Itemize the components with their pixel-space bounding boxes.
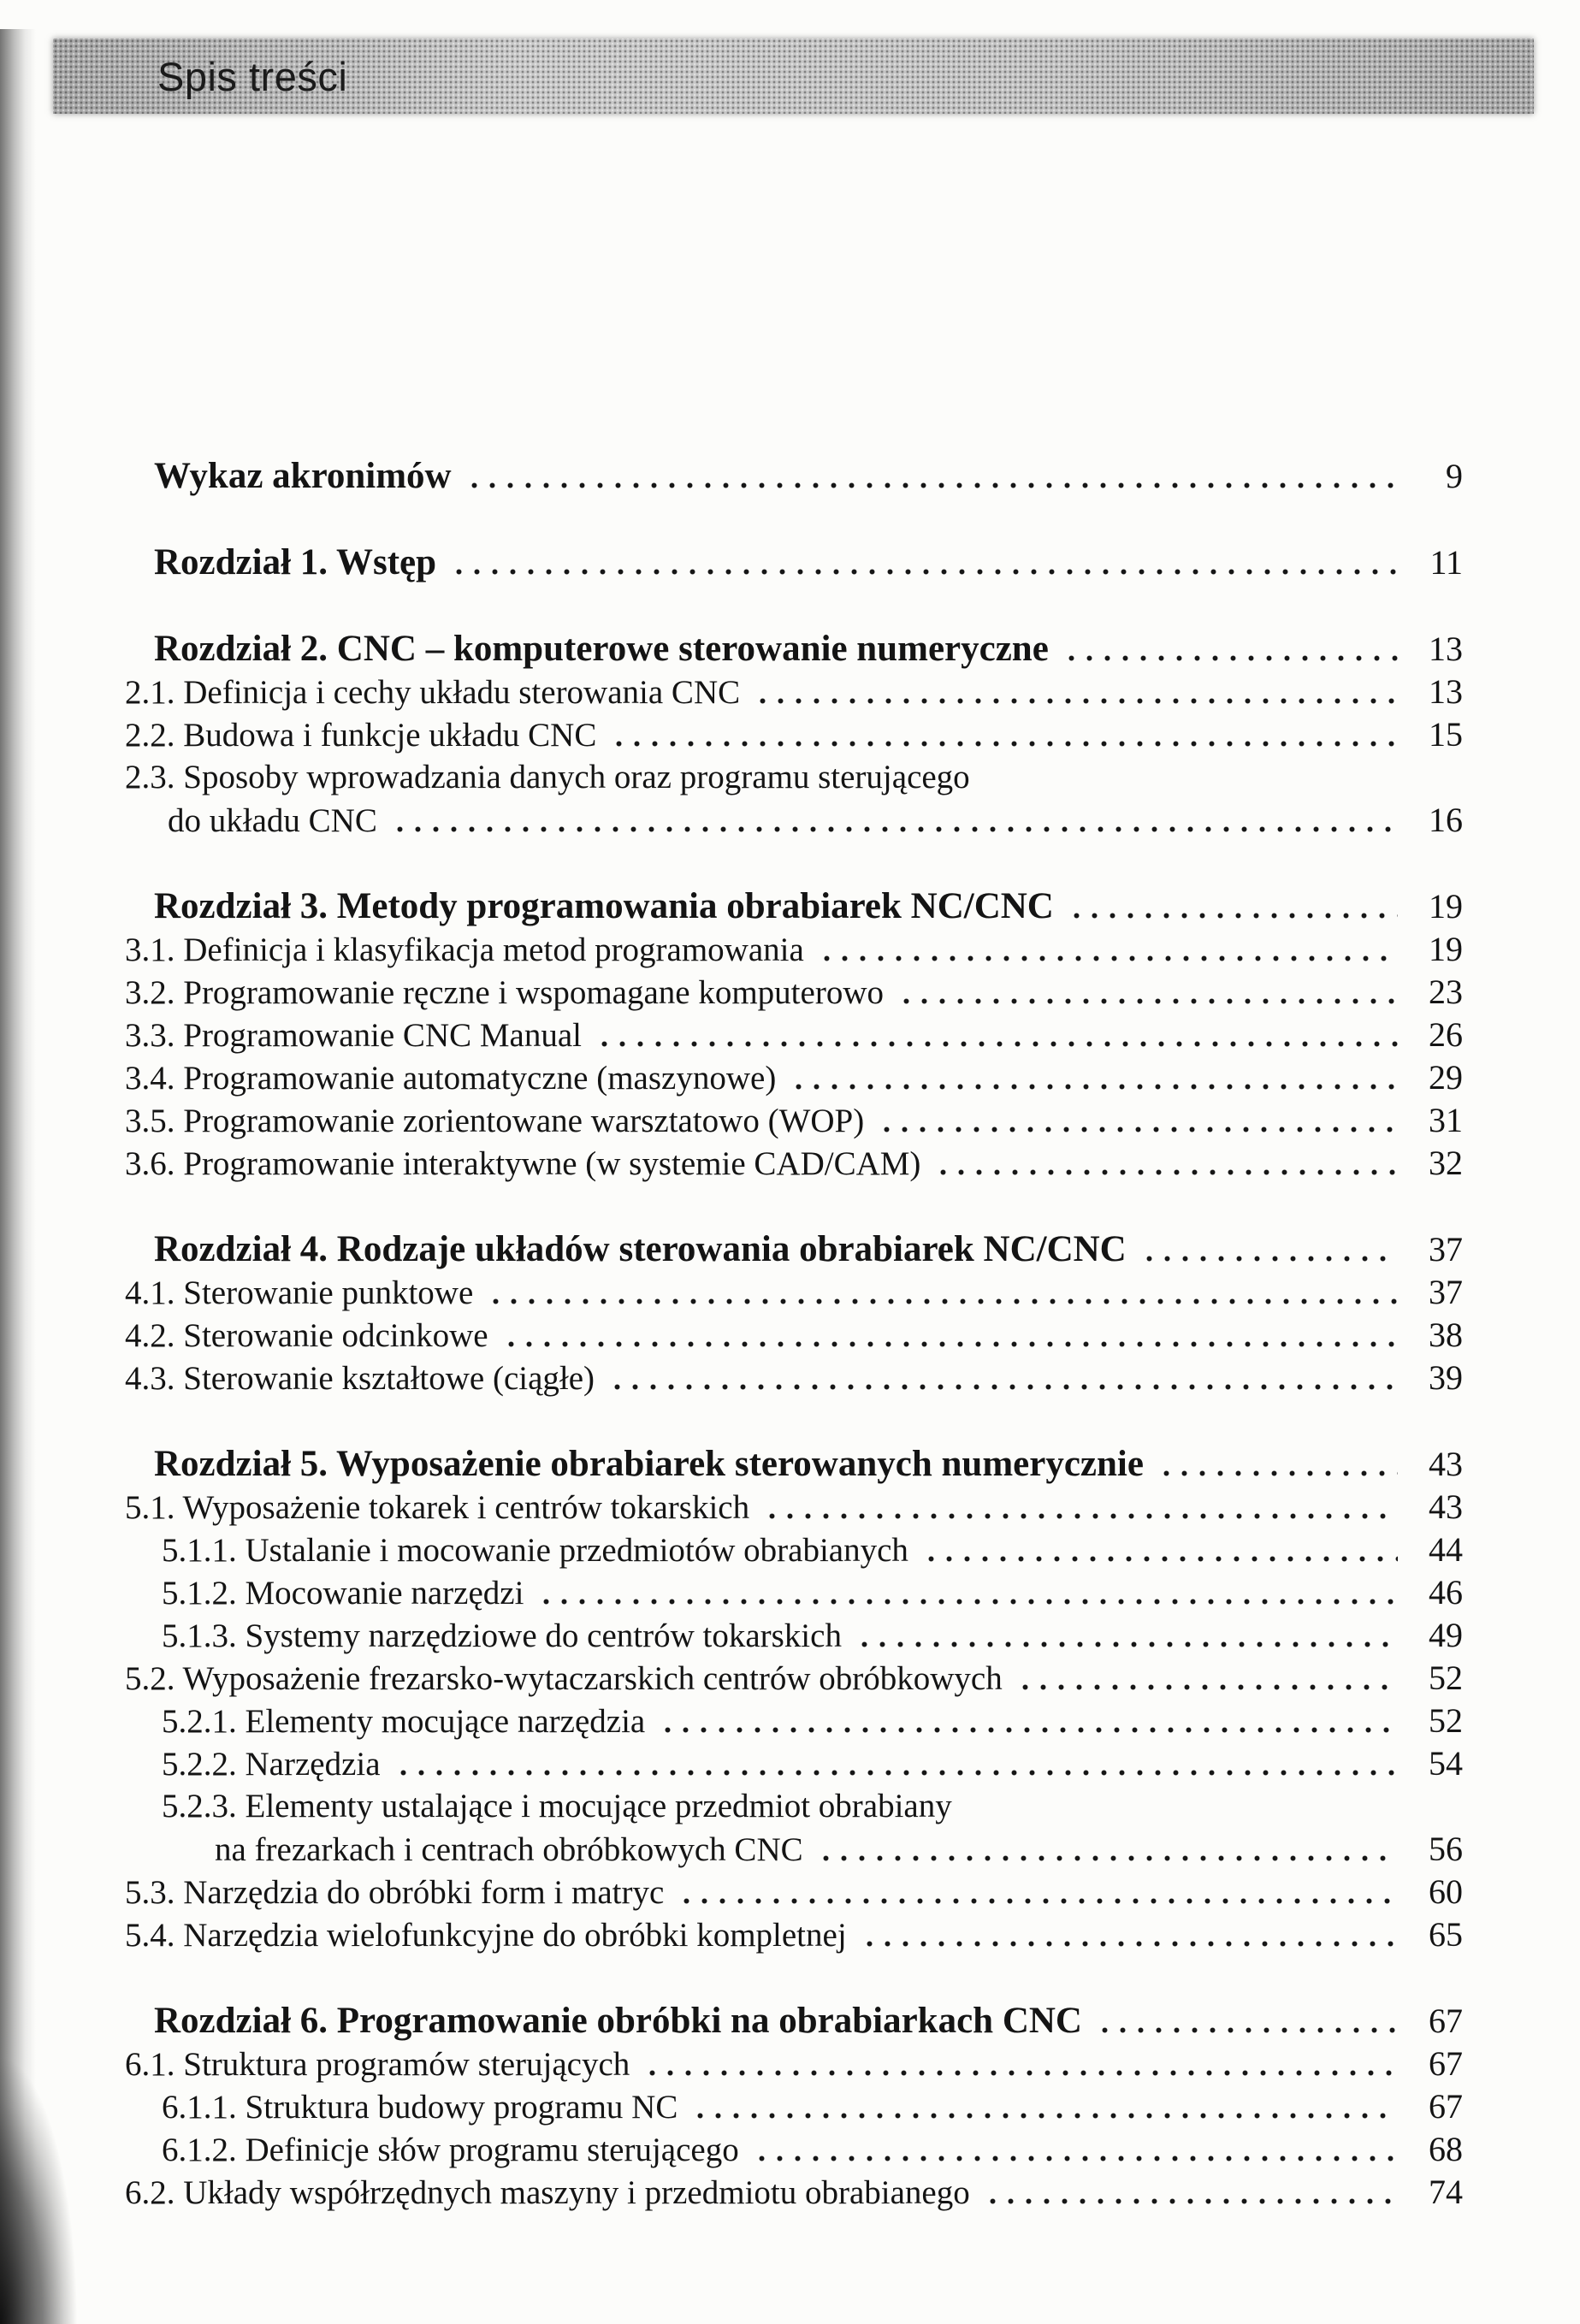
toc-page-number: 60: [1429, 1872, 1463, 1911]
toc-page-number: 46: [1429, 1573, 1463, 1611]
toc-leader-dots: [460, 482, 1398, 488]
toc-page-number: 65: [1429, 1915, 1463, 1954]
toc-entry: [0, 1314, 1463, 1357]
toc-entry: [0, 2171, 1463, 2214]
toc-page-number: 37: [1429, 1230, 1463, 1268]
toc-page-number: 9: [1446, 457, 1463, 495]
toc-entry-label: 5.2.2. Narzędzia: [162, 1746, 381, 1783]
toc-entry-label: Wykaz akronimów: [154, 456, 452, 496]
toc-entry: [0, 799, 1463, 842]
toc-leader-dots: [497, 1341, 1398, 1347]
toc-leader-dots: [748, 2155, 1398, 2161]
toc-entry-label: 5.2. Wyposażenie frezarsko-wytaczarskich centrów obróbkowych: [125, 1660, 1003, 1697]
toc-entry-label: Rozdział 5. Wyposażenie obrabiarek sterowanych numerycznie: [154, 1444, 1144, 1484]
toc-entry: [0, 1228, 1463, 1271]
toc-page-number: 74: [1429, 2173, 1463, 2211]
toc-leader-dots: [532, 1599, 1398, 1605]
toc-page-number: 56: [1429, 1830, 1463, 1868]
toc-leader-dots: [784, 1084, 1398, 1090]
toc-entry-label: 2.2. Budowa i funkcje układu CNC: [125, 717, 597, 754]
toc-page-number: 16: [1429, 801, 1463, 839]
toc-leader-dots: [1062, 913, 1398, 919]
toc-entry: [0, 2085, 1463, 2128]
toc-entry-label: 4.2. Sterowanie odcinkowe: [125, 1317, 488, 1354]
toc-page-number: 26: [1429, 1015, 1463, 1054]
toc-entry: [0, 1357, 1463, 1399]
toc-entry-label: na frezarkach i centrach obróbkowych CNC: [215, 1831, 803, 1868]
toc-page-number: 23: [1429, 973, 1463, 1011]
toc-entry-label: 4.1. Sterowanie punktowe: [125, 1274, 474, 1311]
toc-page-number: 49: [1429, 1616, 1463, 1654]
page-title: Spis treści: [157, 53, 348, 99]
toc-entry: [0, 713, 1463, 756]
toc-entry-label: 6.1. Struktura programów sterujących: [125, 2046, 630, 2083]
toc-page-number: 15: [1429, 715, 1463, 754]
toc-leader-dots: [603, 1384, 1398, 1390]
toc-entry-label: 3.2. Programowanie ręczne i wspomagane komputerowo: [125, 974, 884, 1011]
toc-entry-label: 5.1.1. Ustalanie i mocowanie przedmiotów obrabianych: [162, 1532, 908, 1569]
toc-page-number: 13: [1429, 630, 1463, 668]
toc-entry-label: Rozdział 1. Wstęp: [154, 542, 437, 582]
toc-entry-label: do układu CNC: [168, 802, 377, 839]
toc-entry: [0, 1443, 1463, 1486]
toc-entry: [0, 1271, 1463, 1314]
toc-list: [0, 455, 1463, 2214]
toc-page-number: 19: [1429, 887, 1463, 925]
toc-entry-label: 5.4. Narzędzia wielofunkcyjne do obróbki kompletnej: [125, 1917, 847, 1954]
toc-entry: [0, 1700, 1463, 1742]
toc-leader-dots: [929, 1169, 1398, 1175]
toc-leader-dots: [892, 998, 1398, 1004]
toc-entry: [0, 1014, 1463, 1056]
toc-page-number: 68: [1429, 2130, 1463, 2168]
toc-page-number: 13: [1429, 672, 1463, 711]
toc-page-number: 52: [1429, 1701, 1463, 1740]
toc-entry: [0, 1571, 1463, 1614]
toc-leader-dots: [873, 1127, 1398, 1132]
toc-entry-label: 6.1.2. Definicje słów programu sterującego: [162, 2132, 739, 2168]
toc-entry: [0, 885, 1463, 928]
toc-page-number: 43: [1429, 1487, 1463, 1526]
toc-leader-dots: [1135, 1256, 1398, 1262]
toc-leader-dots: [812, 1855, 1398, 1861]
toc-page-number: 43: [1429, 1445, 1463, 1483]
toc-entry: [0, 2128, 1463, 2171]
toc-leader-dots: [686, 2113, 1398, 2119]
toc-entry: [0, 1657, 1463, 1700]
toc-entry: [0, 1099, 1463, 1142]
toc-entry: [0, 1913, 1463, 1956]
toc-leader-dots: [749, 698, 1398, 704]
toc-entry-label: Rozdział 4. Rodzaje układów sterowania obrabiarek NC/CNC: [154, 1229, 1127, 1269]
toc-entry: [0, 2043, 1463, 2085]
toc-page-number: 32: [1429, 1144, 1463, 1182]
toc-entry: [0, 1742, 1463, 1785]
toc-entry: [0, 455, 1463, 498]
toc-leader-dots: [813, 955, 1398, 961]
toc-leader-dots: [1091, 2027, 1398, 2033]
toc-entry-label: 5.3. Narzędzia do obróbki form i matryc: [125, 1874, 665, 1911]
toc-entry: [0, 2000, 1463, 2043]
toc-entry-label: 3.6. Programowanie interaktywne (w systemie CAD/CAM): [125, 1145, 921, 1182]
toc-entry-label: 2.3. Sposoby wprowadzania danych oraz programu sterującego: [125, 759, 970, 795]
toc-entry: [0, 541, 1463, 584]
toc-page-number: 52: [1429, 1659, 1463, 1697]
toc-page-number: 29: [1429, 1058, 1463, 1097]
toc-page-number: 67: [1429, 2044, 1463, 2083]
toc-entry-label: Rozdział 3. Metody programowania obrabiarek NC/CNC: [154, 886, 1054, 926]
toc-leader-dots: [638, 2070, 1398, 2076]
toc-entry-label: 6.1.1. Struktura budowy programu NC: [162, 2089, 678, 2126]
toc-entry-label: 5.1.2. Mocowanie narzędzi: [162, 1575, 524, 1611]
toc-entry: [0, 971, 1463, 1014]
toc-leader-dots: [850, 1641, 1398, 1647]
toc-leader-dots: [855, 1941, 1398, 1947]
toc-entry-label: 5.2.1. Elementy mocujące narzędzia: [162, 1703, 646, 1740]
toc-page-number: 19: [1429, 930, 1463, 968]
toc-leader-dots: [1011, 1684, 1398, 1690]
toc-entry-label: 5.1. Wyposażenie tokarek i centrów tokarskich: [125, 1489, 750, 1526]
toc-leader-dots: [445, 569, 1398, 575]
toc-entry: [0, 1529, 1463, 1571]
toc-page-number: 37: [1429, 1273, 1463, 1311]
toc-entry-label: 5.2.3. Elementy ustalające i mocujące przedmiot obrabiany: [162, 1788, 952, 1824]
toc-entry: [0, 1871, 1463, 1913]
toc-leader-dots: [605, 741, 1398, 747]
toc-leader-dots: [917, 1556, 1398, 1562]
toc-entry-label: 5.1.3. Systemy narzędziowe do centrów tokarskich: [162, 1617, 842, 1654]
toc-entry: [0, 1614, 1463, 1657]
toc-page-number: 67: [1429, 2002, 1463, 2040]
header-band: [53, 38, 1534, 114]
toc-entry-label: Rozdział 2. CNC – komputerowe sterowanie numeryczne: [154, 629, 1049, 669]
toc-leader-dots: [389, 1770, 1398, 1776]
toc-leader-dots: [654, 1727, 1398, 1733]
toc-page-number: 31: [1429, 1101, 1463, 1139]
toc-leader-dots: [482, 1298, 1398, 1304]
toc-entry: [0, 756, 1463, 799]
toc-leader-dots: [1152, 1470, 1398, 1476]
toc-leader-dots: [1057, 655, 1398, 661]
toc-page-number: 54: [1429, 1744, 1463, 1783]
toc-entry: [0, 928, 1463, 971]
toc-entry-label: 3.1. Definicja i klasyfikacja metod programowania: [125, 931, 804, 968]
toc-leader-dots: [758, 1513, 1398, 1519]
toc-entry: [0, 628, 1463, 671]
toc-entry-label: 4.3. Sterowanie kształtowe (ciągłe): [125, 1360, 595, 1397]
toc-entry-label: 6.2. Układy współrzędnych maszyny i przedmiotu obrabianego: [125, 2174, 970, 2211]
toc-page-number: 39: [1429, 1358, 1463, 1397]
toc-entry: [0, 1056, 1463, 1099]
toc-entry: [0, 671, 1463, 713]
toc-entry: [0, 1486, 1463, 1529]
toc-entry: [0, 1828, 1463, 1871]
toc-page-number: 44: [1429, 1530, 1463, 1569]
toc-entry-label: 3.4. Programowanie automatyczne (maszynowe): [125, 1060, 777, 1097]
toc-leader-dots: [672, 1898, 1398, 1904]
toc-entry-label: 3.5. Programowanie zorientowane warsztatowo (WOP): [125, 1103, 865, 1139]
toc-leader-dots: [386, 826, 1398, 832]
toc-entry-label: Rozdział 6. Programowanie obróbki na obrabiarkach CNC: [154, 2001, 1082, 2041]
toc-page-number: 11: [1429, 543, 1463, 582]
toc-entry: [0, 1785, 1463, 1828]
toc-leader-dots: [590, 1041, 1398, 1047]
toc-page-number: 67: [1429, 2087, 1463, 2126]
toc-entry-label: 3.3. Programowanie CNC Manual: [125, 1017, 583, 1054]
toc-entry-label: 2.1. Definicja i cechy układu sterowania CNC: [125, 674, 741, 711]
toc-entry: [0, 1142, 1463, 1185]
toc-page-number: 38: [1429, 1316, 1463, 1354]
toc-leader-dots: [979, 2198, 1398, 2204]
